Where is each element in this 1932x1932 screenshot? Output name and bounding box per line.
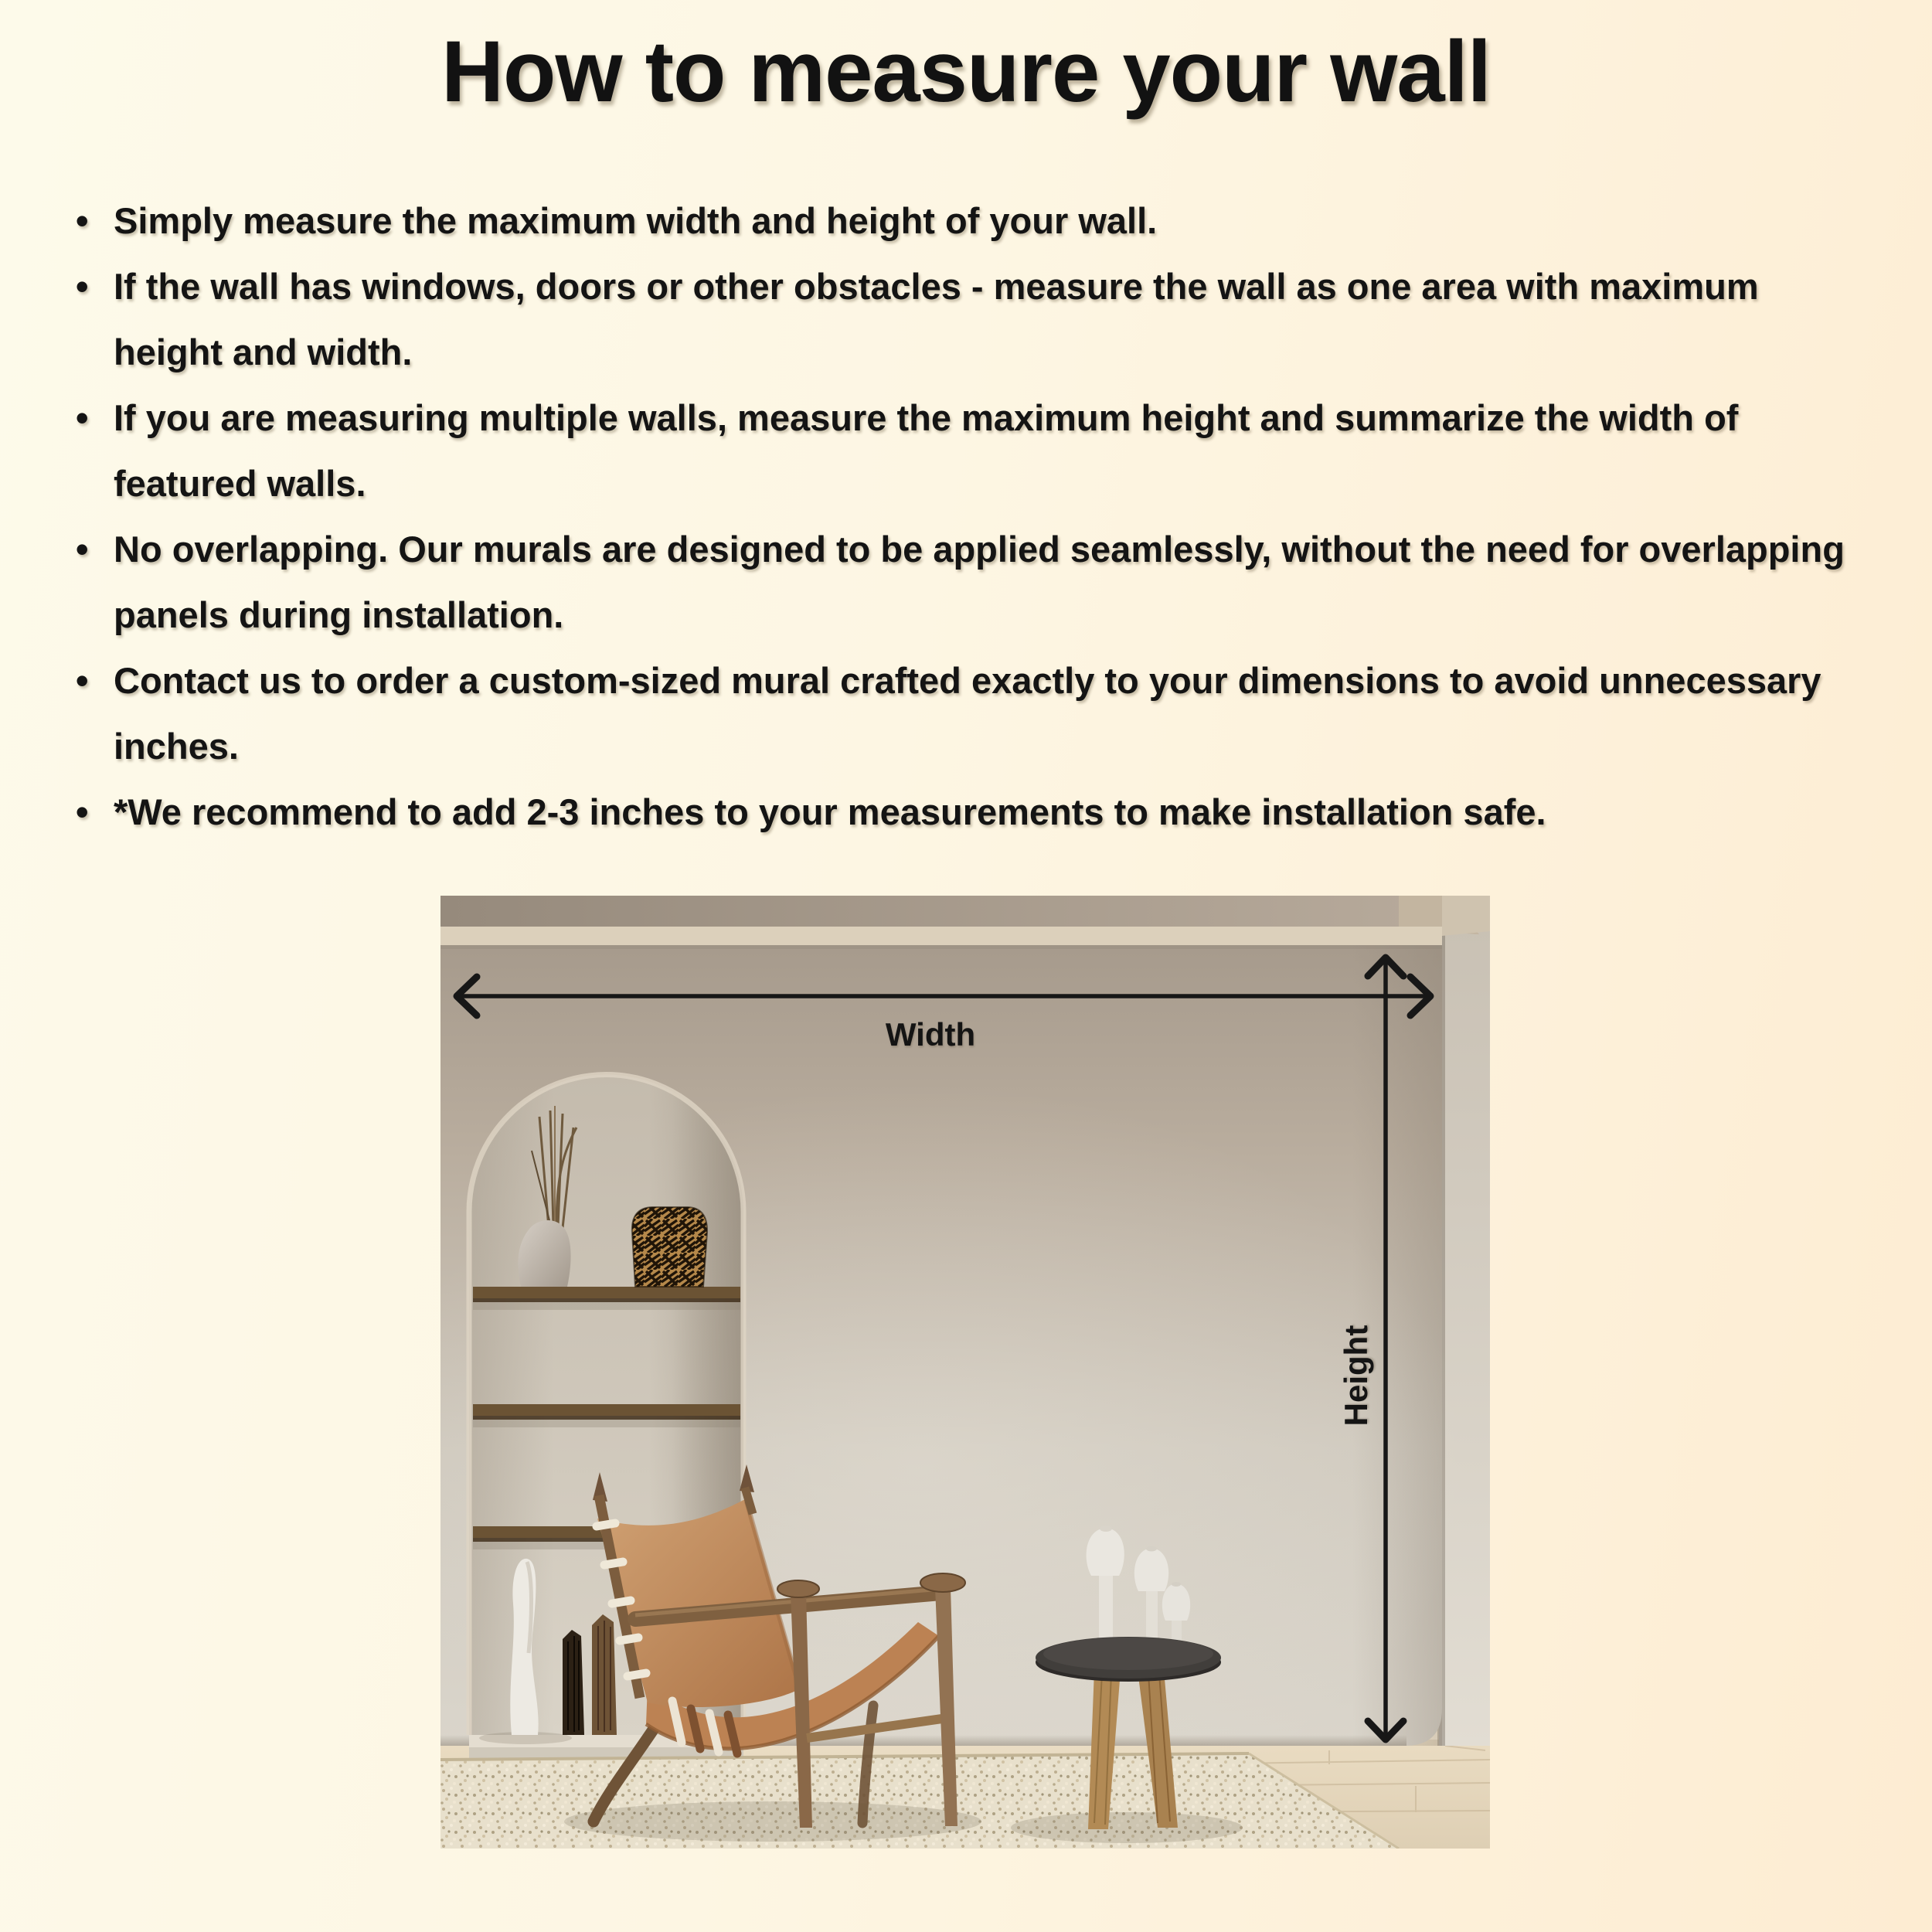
instructions-list — [76, 188, 1853, 845]
height-dimension-label: Height — [1338, 1325, 1374, 1427]
bullet-text: If you are measuring multiple walls, measure the maximum height and summarize the width of featured walls. — [114, 397, 1739, 504]
ceiling — [440, 896, 1490, 949]
bullet-text: *We recommend to add 2-3 inches to your measurements to make installation safe. — [114, 791, 1546, 832]
table-shadow — [1011, 1812, 1243, 1843]
bullet-marker: • — [76, 266, 89, 307]
chair-shadow — [564, 1801, 981, 1842]
list-item — [76, 516, 1853, 648]
bullet-marker: • — [76, 660, 89, 701]
bullet-text: Simply measure the maximum width and height of your wall. — [114, 200, 1158, 241]
measurement-illustration — [440, 896, 1490, 1849]
shelf — [473, 1287, 740, 1310]
bullet-marker: • — [76, 200, 89, 241]
list-item — [76, 253, 1853, 385]
shelf — [473, 1404, 740, 1427]
page-title: How to measure your wall — [441, 23, 1491, 120]
list-item — [76, 648, 1853, 779]
list-item — [76, 779, 1853, 845]
woven-vase — [632, 1207, 707, 1287]
list-item — [76, 385, 1853, 516]
width-dimension-label: Width — [885, 1016, 976, 1053]
bullet-marker: • — [76, 397, 89, 438]
bullet-marker: • — [76, 529, 89, 570]
side-wall-column — [1439, 896, 1490, 1746]
list-item — [76, 188, 1853, 253]
bullet-text: If the wall has windows, doors or other obstacles - measure the wall as one area with maximum height and width. — [114, 266, 1759, 372]
bullet-text: Contact us to order a custom-sized mural crafted exactly to your dimensions to avoid unnecessary inches. — [114, 660, 1821, 767]
bullet-text: No overlapping. Our murals are designed to be applied seamlessly, without the need for overlapping panels during installation. — [114, 529, 1845, 635]
bullet-marker: • — [76, 791, 89, 832]
